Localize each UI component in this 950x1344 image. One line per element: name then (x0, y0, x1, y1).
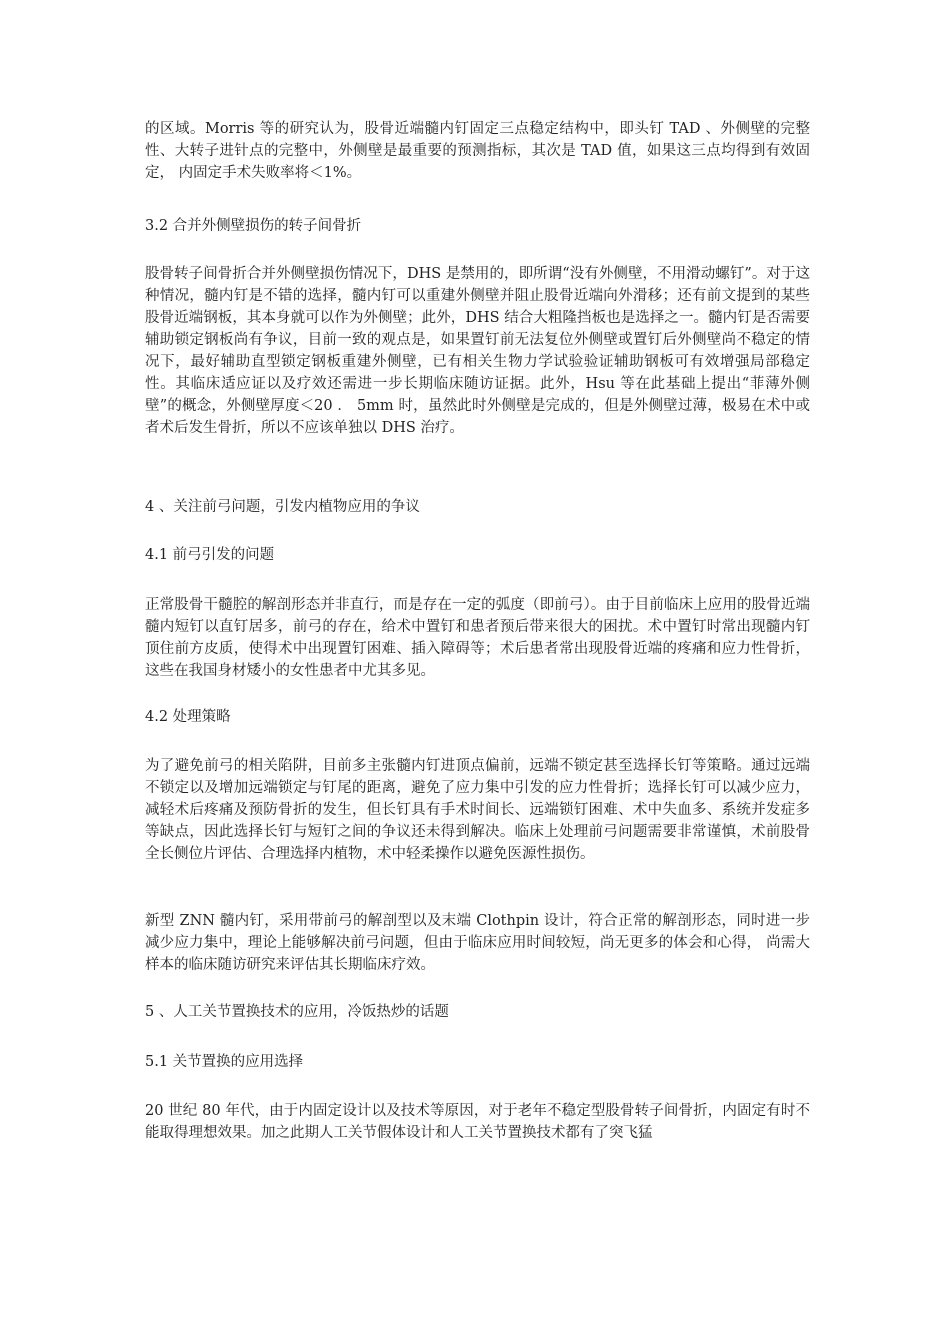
paragraph-lateral-wall: 股骨转子间骨折合并外侧壁损伤情况下，DHS 是禁用的，即所谓“没有外侧壁，不用滑动螺钉”。对于这种情况，髓内钉是不错的选择，髓内钉可以重建外侧壁并阻止股骨近端向外滑移；还有前文提到的某些股骨近端钢板，其本身就可以作为外侧壁；此外，DHS 结合大粗隆挡板也是选择之一。髓内钉是否需要辅助锁定钢板尚有争议，目前一致的观点是，如果置钉前无法复位外侧壁或置钉后外侧壁尚不稳定的情况下，最好辅助直型锁定钢板重建外侧壁，已有相关生物力学试验验证辅助钢板可有效增强局部稳定性。其临床适应证以及疗效还需进一步长期临床随访证据。此外，Hsu 等在此基础上提出“菲薄外侧壁”的概念，外侧壁厚度＜20 ． 5mm 时，虽然此时外侧壁是完成的，但是外侧壁过薄，极易在术中或者术后发生骨折，所以不应该单独以 DHS 治疗。 (145, 266, 810, 436)
heading-3-2: 3.2 合并外侧壁损伤的转子间骨折 (145, 218, 362, 234)
heading-5-1: 5.1 关节置换的应用选择 (145, 1054, 304, 1070)
paragraph-morris: 的区域。Morris 等的研究认为，股骨近端髓内钉固定三点稳定结构中，即头钉 TAD 、外侧壁的完整性、大转子进针点的完整中，外侧壁是最重要的预测指标，其次是 TAD 值，如果这三点均得到有效固定， 内固定手术失败率将＜1%。 (145, 121, 810, 181)
heading-4-2: 4.2 处理策略 (145, 709, 231, 725)
paragraph-strategy: 为了避免前弓的相关陷阱，目前多主张髓内钉进顶点偏前，远端不锁定甚至选择长钉等策略。通过远端不锁定以及增加远端锁定与钉尾的距离，避免了应力集中引发的应力性骨折；选择长钉可以减少应力，减轻术后疼痛及预防骨折的发生，但长钉具有手术时间长、远端锁钉困难、术中失血多、系统并发症多等缺点，因此选择长钉与短钉之间的争议还未得到解决。临床上处理前弓问题需要非常谨慎，术前股骨全长侧位片评估、合理选择内植物，术中轻柔操作以避免医源性损伤。 (145, 758, 810, 862)
paragraph-anterior-bow: 正常股骨干髓腔的解剖形态并非直行，而是存在一定的弧度（即前弓）。由于目前临床上应用的股骨近端髓内短钉以直钉居多，前弓的存在，给术中置钉和患者预后带来很大的困扰。术中置钉时常出现髓内钉顶住前方皮质，使得术中出现置钉困难、插入障碍等；术后患者常出现股骨近端的疼痛和应力性骨折，这些在我国身材矮小的女性患者中尤其多见。 (145, 597, 810, 679)
paragraph-znn: 新型 ZNN 髓内钉，采用带前弓的解剖型以及末端 Clothpin 设计，符合正常的解剖形态，同时进一步减少应力集中，理论上能够解决前弓问题，但由于临床应用时间较短，尚无更多的体会和心得， 尚需大样本的临床随访研究来评估其长期临床疗效。 (145, 913, 810, 973)
heading-4: 4 、关注前弓问题，引发内植物应用的争议 (145, 499, 420, 515)
paragraph-arthroplasty: 20 世纪 80 年代，由于内固定设计以及技术等原因，对于老年不稳定型股骨转子间骨折，内固定有时不能取得理想效果。加之此期人工关节假体设计和人工关节置换技术都有了突飞猛 (145, 1103, 810, 1141)
heading-5: 5 、人工关节置换技术的应用，冷饭热炒的话题 (145, 1004, 449, 1020)
heading-4-1: 4.1 前弓引发的问题 (145, 547, 275, 563)
